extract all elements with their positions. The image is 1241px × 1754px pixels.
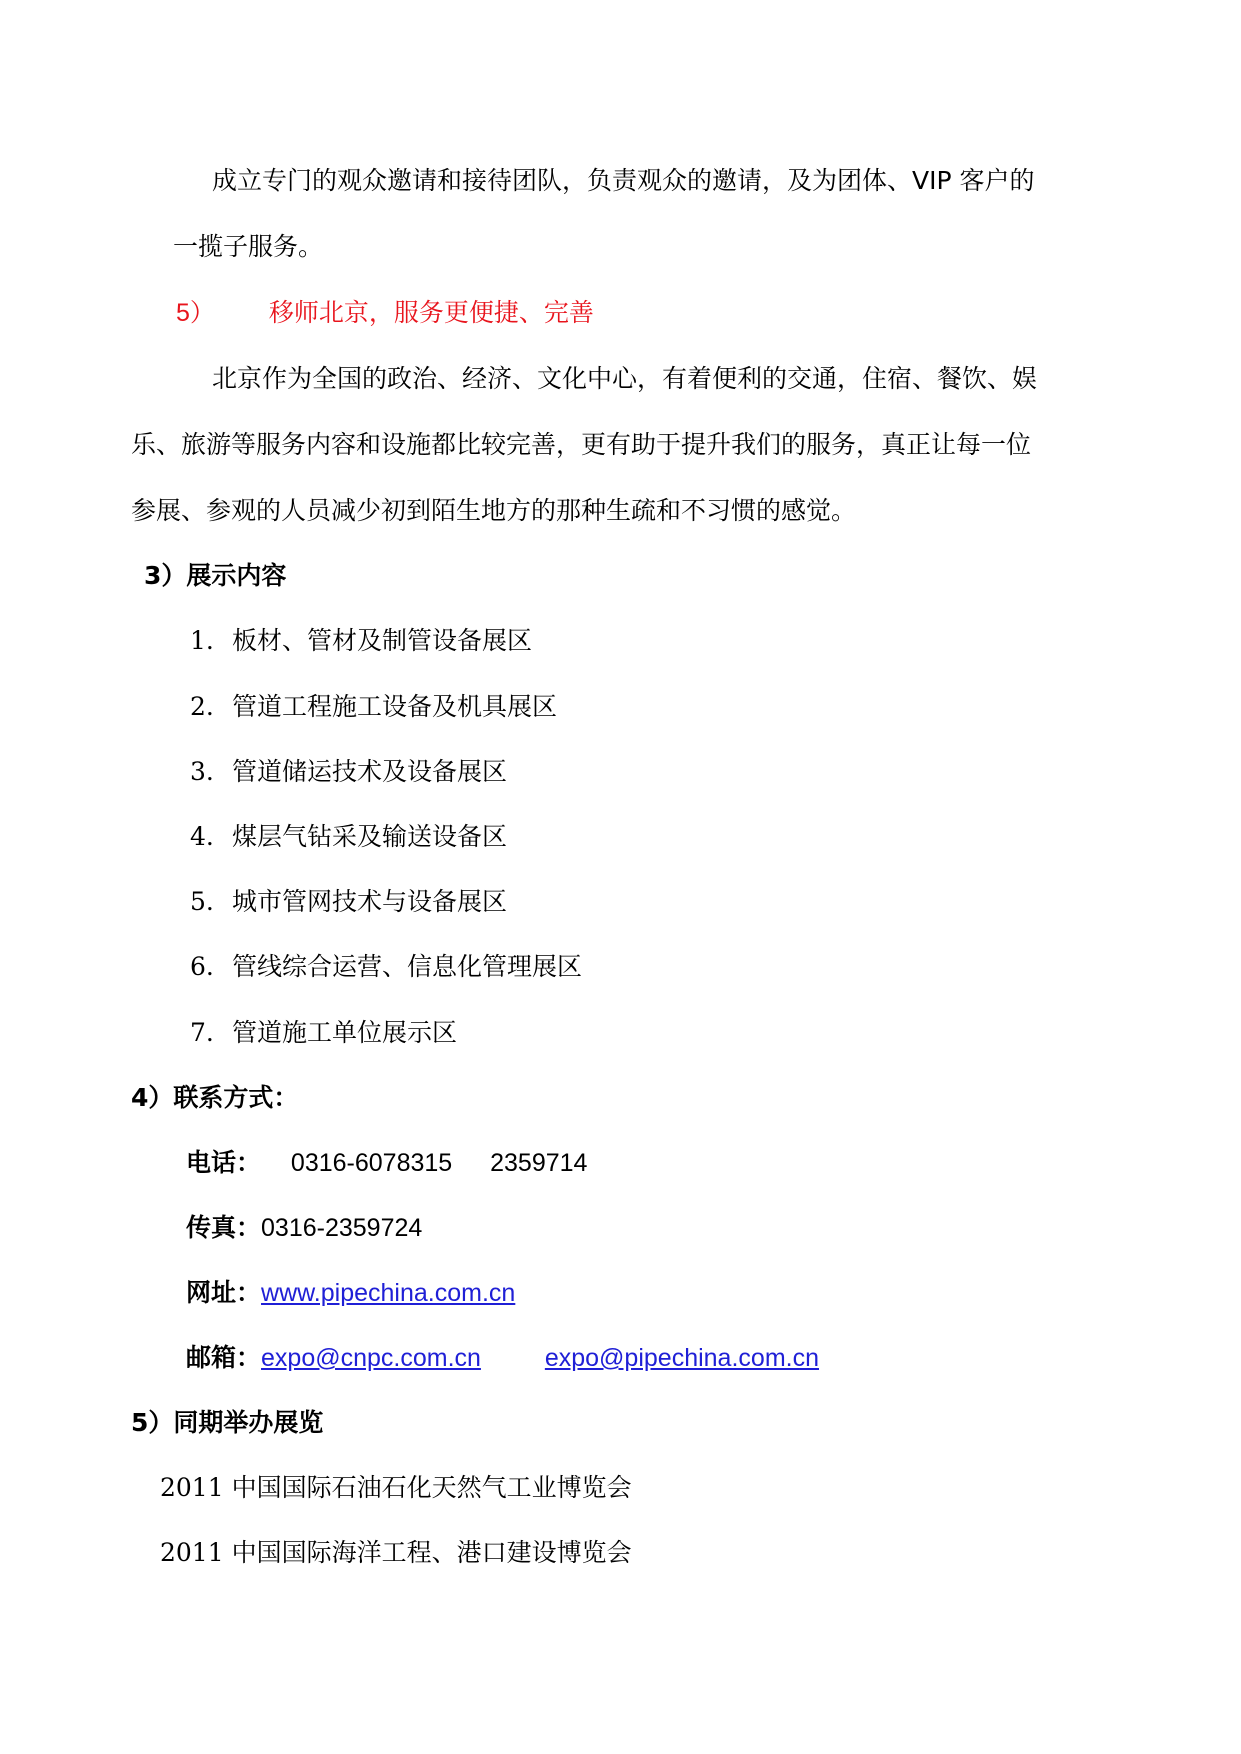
concurrent-heading: 5）同期举办展览 — [131, 1408, 324, 1437]
fax-number: 0316-2359724 — [261, 1214, 423, 1242]
beijing-line-3: 参展、参观的人员减少初到陌生地方的那种生疏和不习惯的感觉。 — [131, 496, 857, 525]
beijing-line-1: 北京作为全国的政治、经济、文化中心，有着便利的交通，住宿、餐饮、娱 — [212, 364, 1038, 393]
web-label: 网址： — [186, 1278, 262, 1307]
exhibit-item: 2. 管道工程施工设备及机具展区 — [190, 692, 558, 721]
fax-row — [186, 1211, 422, 1245]
exhibit-item: 5. 城市管网技术与设备展区 — [190, 887, 508, 916]
phone-number-2: 2359714 — [490, 1149, 588, 1177]
move-heading — [176, 296, 594, 330]
fax-label: 传真： — [186, 1213, 262, 1242]
beijing-line-2: 乐、旅游等服务内容和设施都比较完善，更有助于提升我们的服务，真正让每一位 — [131, 430, 1032, 459]
email-link-pipechina[interactable]: expo@pipechina.com.cn — [544, 1344, 819, 1372]
exhibits-heading: 3）展示内容 — [144, 561, 287, 590]
exhibit-item: 3. 管道储运技术及设备展区 — [190, 757, 508, 786]
exhibit-item: 6. 管线综合运营、信息化管理展区 — [190, 952, 583, 981]
move-heading-title: 移师北京，服务更便捷、完善 — [268, 298, 594, 327]
email-row — [186, 1341, 819, 1375]
phone-row — [186, 1146, 587, 1180]
email-link-cnpc[interactable]: expo@cnpc.com.cn — [261, 1344, 481, 1372]
phone-label: 电话： — [186, 1148, 262, 1177]
contact-heading: 4）联系方式： — [131, 1083, 299, 1112]
email-label: 邮箱： — [186, 1343, 262, 1372]
move-heading-number: 5） — [176, 299, 215, 327]
concurrent-item: 2011 中国国际海洋工程、港口建设博览会 — [160, 1538, 632, 1567]
exhibit-item: 7. 管道施工单位展示区 — [190, 1018, 458, 1047]
exhibit-item: 1. 板材、管材及制管设备展区 — [190, 626, 533, 655]
intro-line-1: 成立专门的观众邀请和接待团队，负责观众的邀请，及为团体、VIP 客户的 — [212, 166, 1035, 195]
website-link[interactable]: www.pipechina.com.cn — [261, 1279, 516, 1307]
concurrent-item: 2011 中国国际石油石化天然气工业博览会 — [160, 1473, 632, 1502]
phone-number-1: 0316-6078315 — [290, 1149, 453, 1177]
intro-line-2: 一揽子服务。 — [173, 232, 324, 261]
web-row — [186, 1276, 515, 1310]
exhibit-item: 4. 煤层气钻采及输送设备区 — [190, 822, 508, 851]
